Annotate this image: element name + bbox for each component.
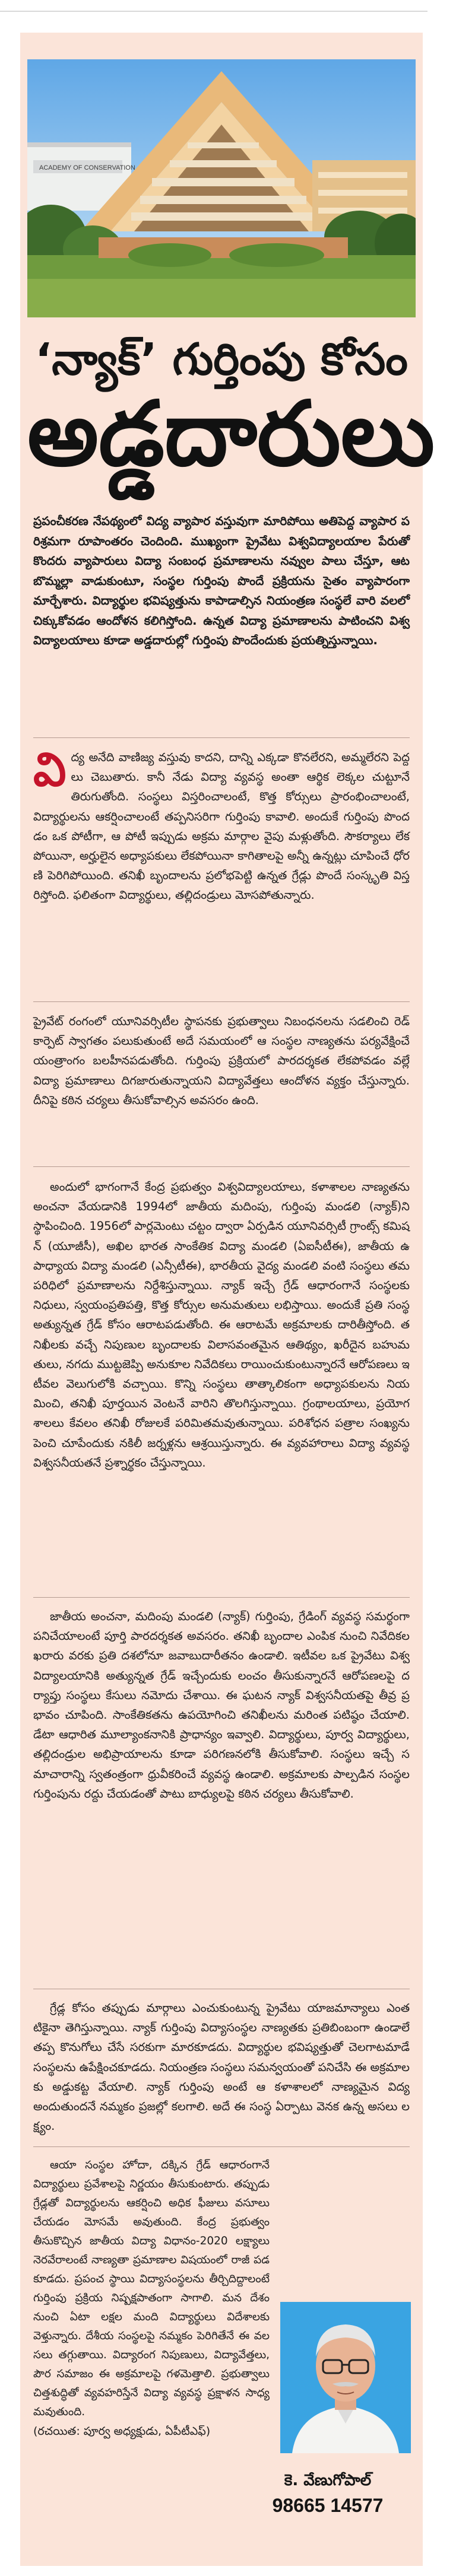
body-paragraph-1: ద్య అనేది వాణిజ్య వస్తువు కాదని, దాన్ని ఎక్కడా కొనలేరని, అమ్మలేరని పెద్దలు చెబుతారు. కానీ నేడు విద్యా వ్యవస్థ అంతా ఆర్థిక లెక్కల చుట్టూనే తిరుగుతోంది. సంస్థలు విస్తరించాలంటే, కొత్త కోర్సులు ప్రారంభించాలంటే, విద్యార్థులను ఆకర్షించాలంటే తప్పనిసరిగా గుర్తింపు కావాలి. అందుకే గుర్తింపు పొందడం ఒక పోటీగా, ఆ పోటీ ఇప్పుడు అక్రమ మార్గాల వైపు మళ్లుతోంది. సౌకర్యాలు లేకపోయినా, అర్హులైన అధ్యాపకులు లేకపోయినా కాగితాలపై అన్నీ ఉన్నట్లు చూపించే ధోరణి పెరిగిపోయింది. తనిఖీ బృందాలను ప్రలోభపెట్టి ఉన్నత గ్రేడ్లు పొందే సంస్కృతి విస్తరిస్తోంది. ఫలితంగా విద్యార్థులు, తల్లిదండ్రులు మోసపోతున్నారు. [33, 750, 410, 902]
author-note: (రచయిత: పూర్వ అధ్యక్షుడు, ఏపీటీఎఫ్) [33, 2425, 211, 2438]
intro-section [33, 511, 410, 651]
building-signboard: ACADEMY OF CONSERVATION [39, 164, 135, 171]
section-divider [33, 1166, 410, 1167]
headline-line-1: ‘న్యాక్’ గుర్తింపు కోసం [35, 334, 408, 385]
drop-cap: వి [33, 743, 66, 797]
headline-line-2: అడ్డదారులు [27, 383, 435, 486]
body-paragraph-4: గ్రేడ్ల కోసం తప్పుడు మార్గాలు ఎంచుకుంటున్న ప్రైవేటు యాజమాన్యాలు ఎంతటికైనా తెగిస్తున్నాయి. న్యాక్ గుర్తింపు విద్యాసంస్థల నాణ్యతకు ప్రతిబింబంగా ఉండాలే తప్ప కొనుగోలు చేసే సరకుగా మారకూడదు. విద్యార్థుల భవిష్యత్తుతో చెలగాటమాడే సంస్థలను ఉపేక్షించకూడదు. నియంత్రణ సంస్థలు సమన్వయంతో పనిచేసి ఈ అక్రమాలకు అడ్డుకట్ట వేయాలి. న్యాక్ గుర్తింపు అంటే ఆ కళాశాలలో నాణ్యమైన విద్య అందుతుందనే నమ్మకం ప్రజల్లో కలగాలి. అదే ఈ సంస్థ ఏర్పాటు వెనక ఉన్న అసలు లక్ష్యం. [33, 2001, 410, 2133]
article-photo [27, 59, 416, 317]
body-paragraph-5: ఆయా సంస్థల హోదా, దక్కిన గ్రేడ్ ఆధారంగానే విద్యార్థులు ప్రవేశాలపై నిర్ణయం తీసుకుంటారు. తప్పుడు గ్రేడ్లతో విద్యార్థులను ఆకర్షించి అధిక ఫీజులు వసూలు చేయడం మోసమే అవుతుంది. కేంద్ర ప్రభుత్వం తీసుకొచ్చిన జాతీయ విద్యా విధానం-2020 లక్ష్యాలు నెరవేరాలంటే నాణ్యతా ప్రమాణాల విషయంలో రాజీ పడకూడదు. ప్రపంచ స్థాయి విద్యాసంస్థలను తీర్చిదిద్దాలంటే గుర్తింపు ప్రక్రియ నిష్పక్షపాతంగా సాగాలి. మన దేశం నుంచి ఏటా లక్షల మంది విద్యార్థులు విదేశాలకు వెళ్తున్నారు. దేశీయ సంస్థలపై నమ్మకం పెరిగితేనే ఈ వలసలు తగ్గుతాయి. విద్యారంగ నిపుణులు, విద్యావేత్తలు, పౌర సమాజం ఈ అక్రమాలపై గళమెత్తాలి. ప్రభుత్వాలు చిత్తశుద్ధితో వ్యవహరిస్తేనే విద్యా వ్యవస్థ ప్రక్షాళన సాధ్యమవుతుంది. [33, 2159, 270, 2418]
section-divider [33, 1597, 410, 1598]
section-divider [33, 737, 410, 738]
section-divider [33, 1001, 410, 1002]
author-name: కె. వేణుగోపాల్ [284, 2472, 372, 2489]
section-divider [33, 2146, 410, 2147]
top-divider [0, 11, 428, 12]
body-section-5 [33, 1998, 410, 2136]
body-section-4 [33, 1607, 410, 1804]
body-paragraph-3: జాతీయ అంచనా, మదింపు మండలి (న్యాక్) గుర్తింపు, గ్రేడింగ్ వ్యవస్థ సమర్థంగా పనిచేయాలంటే పూర్తి పారదర్శకత అవసరం. తనిఖీ బృందాల ఎంపిక నుంచి నివేదికల ఖరారు వరకు ప్రతి దశలోనూ జవాబుదారీతనం ఉండాలి. ఇటీవల ఒక ప్రైవేటు విశ్వవిద్యాలయానికి అత్యున్నత గ్రేడ్ ఇచ్చేందుకు లంచం తీసుకున్నారనే ఆరోపణలపై దర్యాప్తు సంస్థలు కేసులు నమోదు చేశాయి. ఈ ఘటన న్యాక్ విశ్వసనీయతపై తీవ్ర ప్రభావం చూపింది. సాంకేతికతను ఉపయోగించి తనిఖీలను మరింత పటిష్ఠం చేయాలి. డేటా ఆధారిత మూల్యాంకనానికి ప్రాధాన్యం ఇవ్వాలి. విద్యార్థులు, పూర్వ విద్యార్థులు, తల్లిదండ్రుల అభిప్రాయాలను కూడా పరిగణనలోకి తీసుకోవాలి. సంస్థలు ఇచ్చే సమాచారాన్ని స్వతంత్రంగా ధ్రువీకరించే వ్యవస్థ ఉండాలి. అక్రమాలకు పాల్పడిన సంస్థల గుర్తింపును రద్దు చేయడంతో పాటు బాధ్యులపై కఠిన చర్యలు తీసుకోవాలి. [33, 1610, 410, 1801]
body-paragraph-2: అందులో భాగంగానే కేంద్ర ప్రభుత్వం విశ్వవిద్యాలయాలు, కళాశాలల నాణ్యతను అంచనా వేయడానికి 1994లో జాతీయ మదింపు, గుర్తింపు మండలి (న్యాక్)ని స్థాపించింది. 1956లో పార్లమెంటు చట్టం ద్వారా ఏర్పడిన యూనివర్సిటీ గ్రాంట్స్ కమిషన్ (యూజీసీ), అఖిల భారత సాంకేతిక విద్యా మండలి (ఏఐసీటీఈ), జాతీయ ఉపాధ్యాయ విద్యా మండలి (ఎన్సీటీఈ), భారతీయ వైద్య మండలి వంటి సంస్థలు తమ పరిధిలో ప్రమాణాలను నిర్దేశిస్తున్నాయి. న్యాక్ ఇచ్చే గ్రేడ్ ఆధారంగానే సంస్థలకు నిధులు, స్వయంప్రతిపత్తి, కొత్త కోర్సుల అనుమతులు లభిస్తాయి. అందుకే ప్రతి సంస్థ అత్యున్నత గ్రేడ్ కోసం ఆరాటపడుతోంది. ఈ ఆరాటమే అక్రమాలకు దారితీస్తోంది. తనిఖీలకు వచ్చే నిపుణుల బృందాలకు విలాసవంతమైన ఆతిథ్యం, ఖరీదైన బహుమతులు, నగదు ముట్టజెప్పి అనుకూల నివేదికలు రాయించుకుంటున్నారనే ఆరోపణలు ఇటీవల వెలుగులోకి వచ్చాయి. కొన్ని సంస్థలు తాత్కాలికంగా అధ్యాపకులను నియమించి, తనిఖీ పూర్తయిన వెంటనే వారిని తొలగిస్తున్నాయి. గ్రంథాలయాలు, ప్రయోగశాలలు కేవలం తనిఖీ రోజులకే పరిమితమవుతున్నాయి. పరిశోధన పత్రాల సంఖ్యను పెంచి చూపేందుకు నకిలీ జర్నళ్లను ఆశ్రయిస్తున్నారు. ఈ వ్యవహారాలు విద్యా వ్యవస్థ విశ్వసనీయతనే ప్రశ్నార్థకం చేస్తున్నాయి. [33, 1180, 410, 1470]
author-portrait [280, 2302, 411, 2453]
body-section-2 [33, 1012, 410, 1110]
body-section-1 [33, 743, 410, 905]
body-section-3 [33, 1177, 410, 1473]
pullquote-paragraph: ప్రైవేట్ రంగంలో యూనివర్సిటీల స్థాపనకు ప్రభుత్వాలు నిబంధనలను సడలించి రెడ్ కార్పెట్ స్వాగతం పలుకుతుంటే అదే సమయంలో ఆ సంస్థల నాణ్యతను పర్యవేక్షించే యంత్రాంగం బలహీనపడుతోంది. గుర్తింపు ప్రక్రియలో పారదర్శకత లేకపోవడం వల్లే విద్యా ప్రమాణాలు దిగజారుతున్నాయని విద్యావేత్తలు ఆందోళన వ్యక్తం చేస్తున్నారు. దీనిపై కఠిన చర్యలు తీసుకోవాల్సిన అవసరం ఉంది. [33, 1015, 410, 1107]
intro-paragraph: ప్రపంచీకరణ నేపథ్యంలో విద్య వ్యాపార వస్తువుగా మారిపోయి అతిపెద్ద వ్యాపార పరిశ్రమగా రూపాంతరం చెందింది. ముఖ్యంగా ప్రైవేటు విశ్వవిద్యాలయాల పేరుతో కొందరు వ్యాపారులు విద్యా సంబంధ ప్రమాణాలను నవ్వుల పాలు చేస్తూ, ఆటబొమ్మల్లా వాడుకుంటూ, సంస్థల గుర్తింపు పొందే ప్రక్రియను సైతం వ్యాపారంగా మార్చేశారు. విద్యార్థుల భవిష్యత్తును కాపాడాల్సిన నియంత్రణ సంస్థలే వారి వలలో చిక్కుకోవడం ఆందోళన కలిగిస్తోంది. ఉన్నత విద్యా ప్రమాణాలను పాటించని విశ్వవిద్యాలయాలు కూడా అడ్డదారుల్లో గుర్తింపు పొందేందుకు ప్రయత్నిస్తున్నాయి. [33, 514, 410, 647]
author-phone: 98665 14577 [272, 2495, 384, 2516]
byline [246, 2469, 410, 2519]
